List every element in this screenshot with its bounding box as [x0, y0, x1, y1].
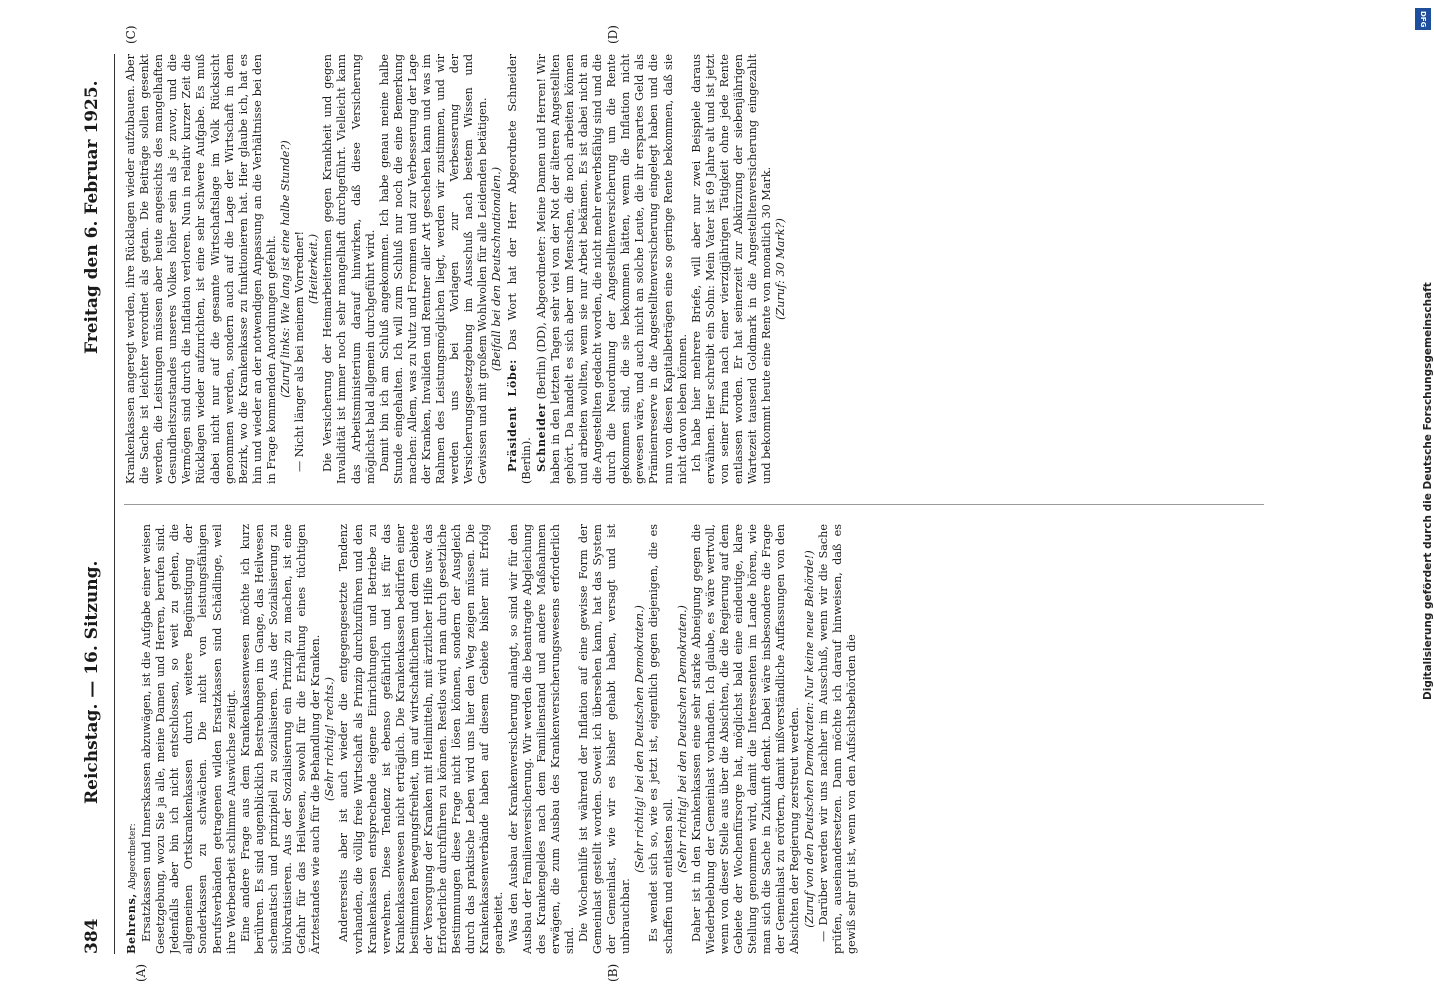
paragraph: Die Versicherung der Heimarbeiterinnen gegen Krankheit und gegen Invalidität ist immer noch sehr mangelhaft durchgeführt. Vielleicht kann das Arbeitsministerium darauf hinwirken, daß diese Versicherung möglichst bald allgemein durchgeführt wird. [321, 54, 377, 484]
page-number: 384 [82, 918, 102, 954]
dfg-attribution: Digitalisierung gefördert durch die Deutsche Forschungsgemeinschaft [1422, 282, 1434, 700]
speaker-name: Behrens, [124, 893, 138, 954]
interjection: (Zuruf: 30 Mark?) [774, 218, 788, 320]
right-column [124, 54, 1274, 484]
paragraph: Daher ist in den Krankenkassen eine sehr starke Abneigung gegen die Wiederbelebung der Gemeinlast vorhanden. Ich glaube, es wäre wertvoll, wenn von dieser Stelle aus über die Absichten, die die Regierung auf dem Gebiete der Wochenfürsorge hat, möglichst bald eine eindeutige, klare Stellung genommen wird, damit die Interessenten im Lande hören, wie man sich die Sache in Zukunft denkt. Dabei wäre insbesondere die Frage der Gemeinlast zu erörtern, damit mißverständliche Auffassungen von den Absichten der Regierung zerstreut werden. [689, 524, 802, 954]
interjection: (Sehr richtig! bei den Deutschen Demokraten.) [675, 605, 689, 873]
interjection: (Beifall bei den Deutschnationalen.) [490, 166, 504, 372]
paragraph: Damit bin ich am Schluß angekommen. Ich habe genau meine halbe Stunde eingehalten. Ich will zum Schluß nur noch die eine Bemerkung machen: Allem, was zu Nutz und Frommen und zur Verbesserung der Lage der Kranken, Invaliden und Rentner aller Art geschehen kann und was im Rahmen des Leistungsmöglichen liegt, werden wir zustimmen, und wir werden uns bei Vorlagen zur Verbesserung der Versicherungsgesetzgebung im Ausschuß nach bestem Wissen und Gewissen und mit großem Wohlwollen für alle Leidenden betätigen. [377, 54, 490, 484]
speaker-role: Abgeordneter: [128, 823, 138, 890]
paragraph: Andererseits aber ist auch wieder die entgegengesetzte Tendenz vorhanden, die völlig freie Wirtschaft als Prinzip durchzuführen und den Krankenkassen entsprechende eigene Einrichtungen und Betriebe zu verwehren. Diese Tendenz ist ebenso gefährlich und ist für das Krankenkassenwesen nicht erträglich. Die Krankenkassen bedürfen einer bestimmten Bewegungsfreiheit, um auf wirtschaftlichem und dem Gebiete der Versorgung der Kranken mit Heilmitteln, mit ärztlicher Hilfe usw. das Erforderliche durchführen zu können. Restlos wird man durch gesetzliche Bestimmungen diese Frage nicht lösen können, sondern der Ausgleich durch das praktische Leben wird uns hier den Weg zeigen müssen. Die Krankenkassenverbände haben auf diesem Gebiete bisher mit Erfolg gearbeitet. [337, 524, 506, 954]
margin-marker-d: (D) [606, 25, 620, 44]
interjection: (Zuruf von den Deutschen Demokraten: Nur keine neue Behörde!) [802, 550, 816, 928]
speaker-2-line [534, 54, 690, 484]
margin-marker-b: (B) [606, 963, 620, 982]
paragraph: — Darüber werden wir uns nachher im Ausschuß, wenn wir die Sache prüfen, auseinandersetzen. Dann möchte ich darauf hinweisen, daß es gewiß sehr gut ist, wenn von den Aufsichtsbehörden die [816, 524, 858, 954]
speaker-line [124, 524, 140, 954]
header-right-title: Freitag den 6. Februar 1925. [82, 80, 102, 354]
header-left-title: Reichstag. — 16. Sitzung. [82, 560, 102, 804]
president-name: Präsident Löbe: [504, 359, 519, 472]
paragraph: Es wendet sich so, wie es jetzt ist, eigentlich gegen diejenigen, die es schaffen und entlasten soll. [647, 524, 675, 954]
interjection: (Zuruf links: Wie lang ist eine halbe Stunde?) [279, 140, 293, 398]
president-line [505, 54, 534, 484]
paragraph: Die Wochenhilfe ist während der Inflation auf eine gewisse Form der Gemeinlast gestellt worden. Soweit ich übersehen kann, hat das System der Gemeinlast, wie wir es bisher gehabt haben, versagt und ist unbrauchbar. [577, 524, 633, 954]
left-column [124, 524, 1274, 954]
interjection: (Sehr richtig! bei den Deutschen Demokraten.) [633, 605, 647, 873]
paragraph: Eine andere Frage aus dem Krankenkassenwesen möchte ich kurz berühren. Es sind augenblicklich Bestrebungen im Gange, das Heilwesen schematisch und prinzipiell zu sozialisieren. Aus der Sozialisierung zu bürokratisieren. Aus der Sozialisierung ein Prinzip zu machen, ist eine Gefahr für das Heilwesen, sowohl für die Erhaltung eines tüchtigen Ärztestandes wie auch für die Behandlung der Kranken. [238, 524, 323, 954]
margin-marker-c: (C) [124, 25, 138, 44]
page-body [76, 25, 1286, 982]
paragraph: Ich habe hier mehrere Briefe, will aber nur zwei Beispiele daraus erwähnen. Hier schreibt ein Sohn: Mein Vater ist 69 Jahre alt und ist jetzt von seiner Firma nach einer vierzigjährigen Tätigkeit ohne jede Rente entlassen worden. Er hat seinerzeit zur Abkürzung der siebenjährigen Wartezeit tausend Goldmark in die Angestelltenversicherung eingezahlt und bekommt heute eine Rente von monatlich 30 Mark. [689, 54, 774, 484]
paragraph: Was den Ausbau der Krankenversicherung anlangt, so sind wir für den Ausbau der Familienversicherung. Wir werden die beantragte Abgleichung des Krankengeldes nach dem Familienstand und andere Maßnahmen erwägen, die zum Ausbau des Krankenversicherungswesens erforderlich sind. [506, 524, 576, 954]
dfg-logo: DFG [1415, 8, 1431, 30]
interjection: (Heiterkeit.) [307, 233, 321, 305]
paragraph: Krankenkassen angeregt werden, ihre Rücklagen wieder aufzubauen. Aber die Sache ist leichter verordnet als getan. Die Beiträge sollen gesenkt werden, die Leistungen müssen aber heute angesichts des mangelhaften Gesundheitszustandes unseres Volkes höher sein als je zuvor, und die Vermögen sind durch die Inflation verloren. Nun in relativ kurzer Zeit die Rücklagen wieder aufzurichten, ist eine sehr schwere Aufgabe. Es muß dabei nicht nur auf die gesamte Wirtschaftslage im Volk Rücksicht genommen werden, sondern auch auf die Lage der Wirtschaft in dem Bezirk, wo die Krankenkasse zu funktionieren hat. Hier glaube ich, hat es hin und wieder an der notwendigen Anpassung an die Verhältnisse bei den in Frage kommenden Anordnungen gefehlt. [124, 54, 278, 484]
column-rule [124, 504, 1264, 505]
running-header [82, 54, 110, 954]
speaker-2-text: (Berlin) (DD), Abgeordneter: Meine Damen und Herren! Wir haben in den letzten Tagen sehr viel von der Not der älteren Angestellten gehört. Da handelt es sich aber um Menschen, die noch arbeiten können und arbeiten wollten, wenn sie nur Arbeit bekämen. Es ist dabei nicht an die Angestellten gedacht worden, die nicht mehr erwerbsfähig sind und die durch die Neuordnung der Angestelltenversicherung um die Rente gekommen sind, die sie bekommen hätten, wenn die Inflation nicht gewesen wäre, und auch nicht an solche Leute, die ihr erspartes Geld als Prämienreserve in die Angestelltenversicherung eingelegt haben und die nun von diesen Kapitalbeträgen eine so geringe Rente bekommen, daß sie nicht davon leben können. [534, 54, 689, 484]
paragraph: Ersatzkassen und Innerskassen abzuwägen, ist die Aufgabe einer weisen Gesetzgebung, wozu Sie ja alle, meine Damen und Herren, berufen sind. Jedenfalls aber bin ich nicht entschlossen, so weit zu gehen, die allgemeinen Ortskrankenkassen durch weitere Begünstigung der Sonderkassen zu schwächen. Die nicht von leistungsfähigen Berufsverbänden getragenen wilden Ersatzkassen sind Schädlinge, weil ihre Werbearbeit schlimme Auswüchse zeitigt. [140, 524, 238, 954]
interjection: (Sehr richtig! rechts.) [323, 676, 337, 802]
speaker-2-name: Schneider [533, 403, 548, 472]
margin-marker-a: (A) [134, 963, 148, 982]
dfg-sidebar [1400, 0, 1434, 1000]
header-rule [114, 54, 115, 954]
president-text: Das Wort hat der Herr Abgeordnete Schneider (Berlin). [505, 54, 533, 484]
paragraph: — Nicht länger als bei meinem Vorredner! [293, 231, 307, 472]
